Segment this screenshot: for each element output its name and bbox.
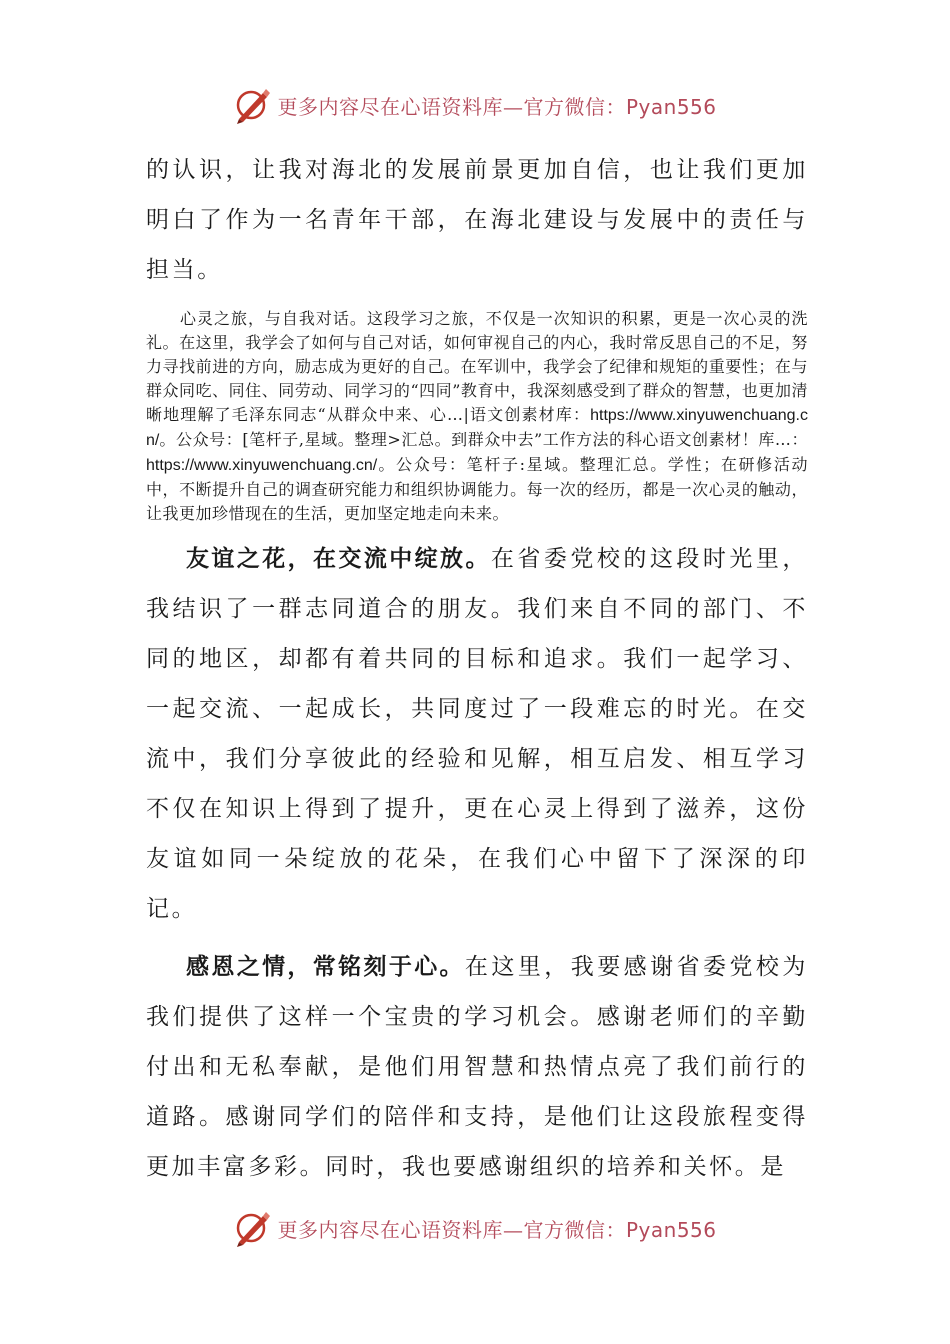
resource-link: https://www.xinyuwenchuang.cn/ xyxy=(146,457,378,474)
paragraph-3: 友谊之花，在交流中绽放。在省委党校的这段时光里，我结识了一群志同道合的朋友。我们来自不同的部门、不同的地区，却都有着共同的目标和追求。我们一起学习、一起交流、一起成长，共同度过了一段难忘的时光。在交流中，我们分享彼此的经验和见解，相互启发、相互学习不仅在知识上得到了提升，更在心灵上得到了滋养，这份友谊如同一朵绽放的花朵，在我们心中留下了深深的印记。 xyxy=(146,546,809,922)
wechat-id: Pyan556 xyxy=(625,1217,717,1242)
paragraph-1: 的认识，让我对海北的发展前景更加自信，也让我们更加明白了作为一名青年干部，在海北建设与发展中的责任与担当。 xyxy=(146,157,808,283)
wechat-id: Pyan556 xyxy=(625,94,717,119)
pen-logo-icon xyxy=(233,85,273,125)
footer-banner xyxy=(0,1203,950,1253)
section-heading: 友谊之花，在交流中绽放。 xyxy=(186,546,491,572)
header-banner xyxy=(0,80,950,130)
pen-logo-icon xyxy=(233,1208,273,1248)
resource-link: https://www.xinyuwenchuang.cn/ xyxy=(146,407,808,449)
paragraph-2: 心灵之旅，与自我对话。这段学习之旅，不仅是一次知识的积累，更是一次心灵的洗礼。在这里，我学会了如何与自己对话，如何审视自己的内心，我时常反思自己的不足，努力寻找前进的方向，励志成为更好的自己。在军训中，我学会了纪律和规矩的重要性；在与群众同吃、同住、同劳动、同学习的“四同”教育中，我深刻感受到了群众的智慧，也更加清晰地理解了毛泽东同志“从群众中来、心…|语文创素材库：https://www.xinyuwenchuang.cn/。公众号：[笔杆子,星域。整理>汇总。到群众中去”工作方法的科心语文创素材！库…：https://www.xinyuwenchuang.cn/。公众号：笔杆子:星域。整理汇总。学性；在研修活动中，不断提升自己的调查研究能力和组织协调能力。每一次的经历，都是一次心灵的触动，让我更加珍惜现在的生活，更加坚定地走向未来。 xyxy=(146,309,808,523)
section-heading: 感恩之情，常铭刻于心。 xyxy=(186,954,465,980)
banner-text: 更多内容尽在心语资料库—官方微信：Pyan556 xyxy=(277,94,717,119)
banner-text: 更多内容尽在心语资料库—官方微信：Pyan556 xyxy=(277,1217,717,1242)
paragraph-4: 感恩之情，常铭刻于心。在这里，我要感谢省委党校为我们提供了这样一个宝贵的学习机会。感谢老师们的辛勤付出和无私奉献，是他们用智慧和热情点亮了我们前行的道路。感谢同学们的陪伴和支持，是他们让这段旅程变得更加丰富多彩。同时，我也要感谢组织的培养和关怀。是 xyxy=(146,954,808,1180)
document-body xyxy=(146,145,808,1192)
